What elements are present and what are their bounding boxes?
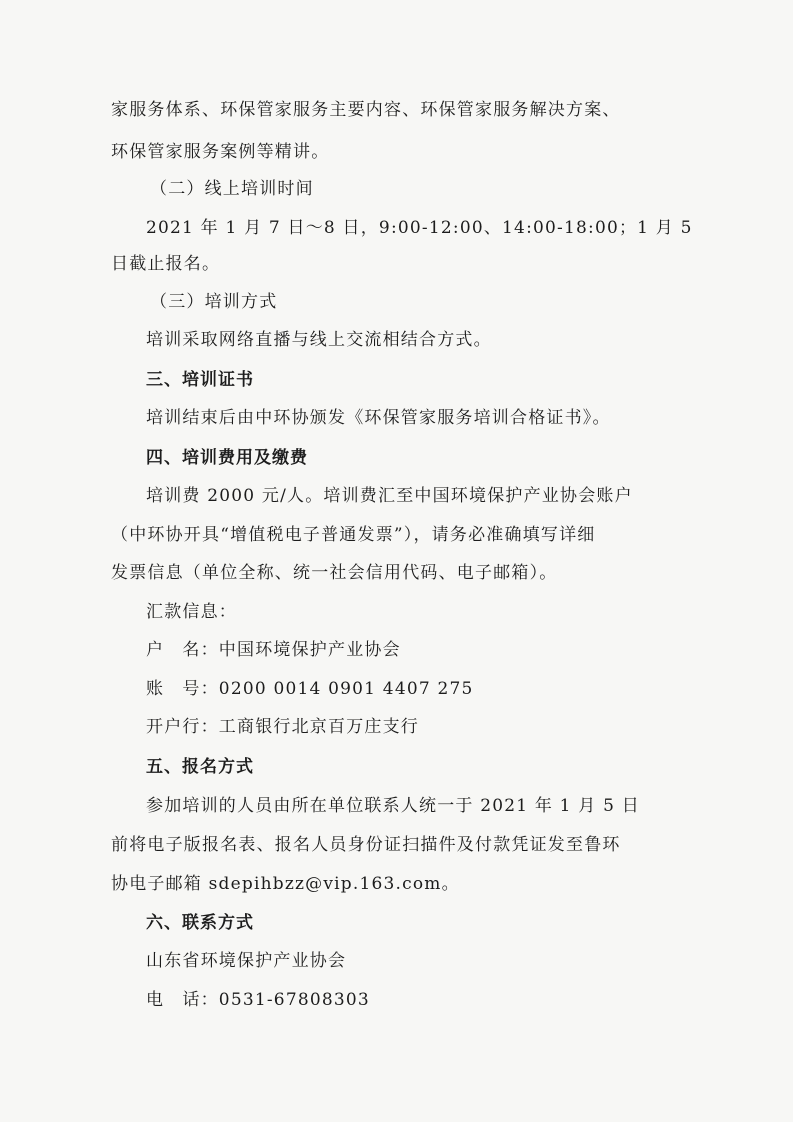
subheading-online-time: （二）线上培训时间	[150, 179, 314, 199]
contact-organization: 山东省环境保护产业协会	[146, 951, 347, 971]
paragraph-line: 发票信息（单位全称、统一社会信用代码、电子邮箱）。	[111, 563, 558, 583]
bank-name: 开户行：工商银行北京百万庄支行	[146, 717, 419, 737]
account-number: 账 号：0200 0014 0901 4407 275	[146, 679, 474, 699]
paragraph-line: 前将电子版报名表、报名人员身份证扫描件及付款凭证发至鲁环	[111, 835, 621, 855]
paragraph-line: 协电子邮箱 sdepihbzz@vip.163.com。	[111, 874, 460, 894]
heading-fee: 四、培训费用及缴费	[146, 448, 308, 468]
heading-contact: 六、联系方式	[146, 913, 254, 933]
contact-phone: 电 话：0531-67808303	[146, 990, 370, 1010]
paragraph-line: 培训费 2000 元/人。培训费汇至中国环境保护产业协会账户	[146, 486, 633, 506]
account-name: 户 名：中国环境保护产业协会	[146, 640, 401, 660]
paragraph-line: 日截止报名。	[111, 254, 221, 274]
paragraph-line: 家服务体系、环保管家服务主要内容、环保管家服务解决方案、	[111, 100, 621, 120]
subheading-training-method: （三）培训方式	[150, 292, 278, 312]
paragraph-line: 环保管家服务案例等精讲。	[111, 142, 330, 162]
heading-certificate: 三、培训证书	[146, 370, 254, 390]
paragraph-line: 培训结束后由中环协颁发《环保管家服务培训合格证书》。	[146, 408, 611, 428]
paragraph-line: 培训采取网络直播与线上交流相结合方式。	[146, 330, 492, 350]
remit-info-label: 汇款信息：	[146, 602, 237, 622]
paragraph-line: 2021 年 1 月 7 日～8 日，9:00-12:00、14:00-18:00；1 月 5	[146, 218, 693, 238]
paragraph-line: （中环协开具“增值税电子普通发票”），请务必准确填写详细	[111, 525, 596, 545]
paragraph-line: 参加培训的人员由所在单位联系人统一于 2021 年 1 月 5 日	[146, 796, 640, 816]
heading-registration: 五、报名方式	[146, 757, 254, 777]
